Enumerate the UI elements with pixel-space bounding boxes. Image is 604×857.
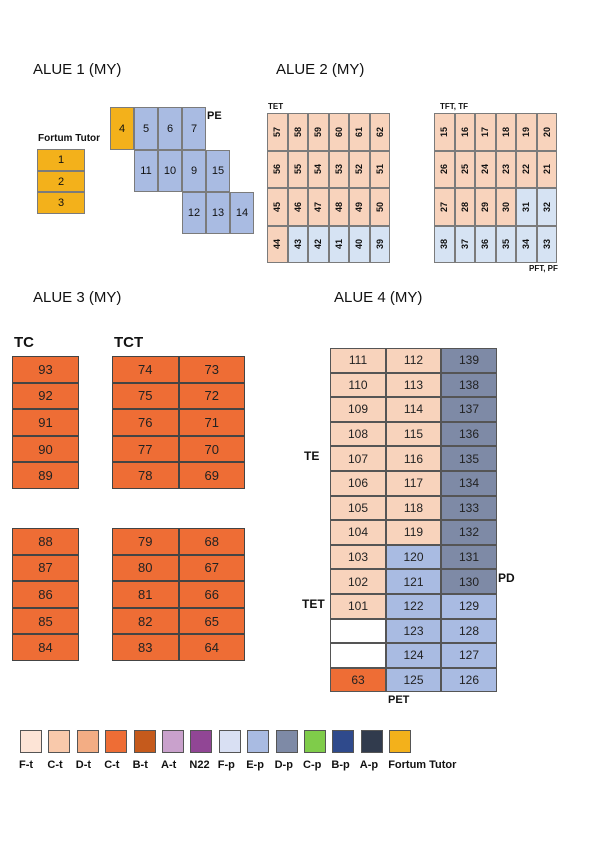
- alue2-cell-label: 16: [459, 126, 470, 137]
- alue2-cell: [475, 188, 496, 226]
- alue4-cell: 116: [386, 446, 441, 471]
- alue2-tet-label: TET: [268, 102, 284, 111]
- alue4-cell: 121: [386, 569, 441, 594]
- alue2-cell: [370, 151, 391, 189]
- alue2-cell-label: 38: [439, 239, 450, 250]
- alue2-cell: [475, 151, 496, 189]
- alue2-cell-label: 60: [333, 126, 344, 137]
- alue4-cell: 139: [441, 348, 497, 373]
- alue2-cell-label: 59: [313, 126, 324, 137]
- alue2-cell-label: 43: [292, 239, 303, 250]
- alue3-cell: 79: [112, 528, 179, 555]
- legend-label: D-t: [75, 759, 92, 771]
- alue2-cell: [308, 226, 329, 264]
- alue1-cell: 12: [182, 192, 206, 234]
- alue2-cell-label: 48: [333, 201, 344, 212]
- alue2-cell: [516, 113, 537, 151]
- alue2-cell-label: 57: [272, 126, 283, 137]
- alue2-cell-label: 53: [333, 164, 344, 175]
- alue2-cell-label: 45: [272, 201, 283, 212]
- alue2-cell: [329, 113, 350, 151]
- alue3-cell: 75: [112, 383, 179, 410]
- alue2-cell: [496, 151, 517, 189]
- alue3-cell: 86: [12, 581, 79, 608]
- alue2-cell: [475, 113, 496, 151]
- alue2-cell: [496, 113, 517, 151]
- alue1-cell: 6: [158, 107, 182, 150]
- alue4-cell: 123: [386, 619, 441, 644]
- alue2-cell-label: 24: [480, 164, 491, 175]
- alue4-cell: 114: [386, 397, 441, 422]
- alue4-cell: 120: [386, 545, 441, 570]
- legend-swatch: [361, 730, 383, 753]
- alue3-cell: 82: [112, 608, 179, 635]
- alue2-cell: [349, 151, 370, 189]
- alue2-cell-label: 27: [439, 201, 450, 212]
- alue2-cell: [329, 226, 350, 264]
- alue4-cell: 138: [441, 373, 497, 398]
- legend-label: C-p: [303, 759, 322, 771]
- legend-swatch: [20, 730, 42, 753]
- legend-swatch: [48, 730, 70, 753]
- alue4-te-label: TE: [304, 449, 320, 463]
- alue4-cell: 107: [330, 446, 386, 471]
- legend-label: Fortum Tutor: [388, 759, 457, 771]
- alue2-cell: [455, 226, 476, 264]
- alue2-cell-label: 17: [480, 126, 491, 137]
- alue4-cell: 106: [330, 471, 386, 496]
- alue2-cell: [267, 226, 288, 264]
- alue2-cell: [516, 151, 537, 189]
- alue2-cell-label: 50: [374, 201, 385, 212]
- alue4-cell: 103: [330, 545, 386, 570]
- legend-swatch: [304, 730, 326, 753]
- alue3-cell: 65: [179, 608, 246, 635]
- alue4-cell: 101: [330, 594, 386, 619]
- alue4-pet-label: PET: [388, 694, 410, 706]
- alue1-cell: 13: [206, 192, 230, 234]
- alue2-cell: [434, 113, 455, 151]
- legend-swatch: [247, 730, 269, 753]
- alue4-cell: 63: [330, 668, 386, 693]
- alue2-cell: [370, 226, 391, 264]
- alue2-cell: [288, 151, 309, 189]
- alue2-cell: [434, 226, 455, 264]
- alue4-cell: 110: [330, 373, 386, 398]
- alue3-cell: 93: [12, 356, 79, 383]
- alue2-cell: [537, 188, 558, 226]
- alue4-pd-label: PD: [498, 571, 515, 585]
- alue2-cell-label: 39: [374, 239, 385, 250]
- legend-swatch: [389, 730, 411, 753]
- alue2-cell-label: 46: [292, 201, 303, 212]
- alue3-cell: 87: [12, 555, 79, 582]
- alue3-cell: 90: [12, 436, 79, 463]
- alue3-tct-label: TCT: [114, 334, 144, 351]
- legend-label: D-p: [274, 759, 293, 771]
- alue4-cell: 129: [441, 594, 497, 619]
- alue3-cell: 84: [12, 634, 79, 661]
- legend-swatch: [105, 730, 127, 753]
- legend-label: N22: [189, 759, 210, 771]
- alue3-cell: 66: [179, 581, 246, 608]
- alue3-cell: 71: [179, 409, 246, 436]
- alue1-cell: 9: [182, 150, 206, 192]
- alue4-cell: 128: [441, 619, 497, 644]
- alue1-cell: 7: [182, 107, 206, 150]
- alue2-cell-label: 51: [374, 164, 385, 175]
- alue2-cell: [434, 151, 455, 189]
- alue2-cell: [434, 188, 455, 226]
- alue3-title: ALUE 3 (MY): [33, 289, 122, 306]
- alue3-cell: 91: [12, 409, 79, 436]
- alue2-cell: [308, 151, 329, 189]
- alue4-cell: 104: [330, 520, 386, 545]
- alue3-cell: 70: [179, 436, 246, 463]
- alue4-cell: 119: [386, 520, 441, 545]
- alue4-cell: 133: [441, 496, 497, 521]
- alue1-cell: 4: [110, 107, 134, 150]
- alue2-cell-label: 54: [313, 164, 324, 175]
- alue3-cell: 92: [12, 383, 79, 410]
- alue2-cell: [267, 113, 288, 151]
- alue2-cell: [370, 188, 391, 226]
- legend-swatch: [134, 730, 156, 753]
- legend-label: A-p: [359, 759, 379, 771]
- legend-label: F-t: [19, 759, 34, 771]
- alue2-cell-label: 19: [521, 126, 532, 137]
- alue2-cell: [267, 188, 288, 226]
- alue2-cell: [349, 113, 370, 151]
- alue2-cell-label: 56: [272, 164, 283, 175]
- alue4-title: ALUE 4 (MY): [334, 289, 423, 306]
- alue2-cell: [496, 226, 517, 264]
- alue2-cell: [267, 151, 288, 189]
- legend-label: C-t: [104, 759, 120, 771]
- alue4-cell: 130: [441, 569, 497, 594]
- alue2-cell: [329, 151, 350, 189]
- alue2-cell-label: 28: [459, 201, 470, 212]
- alue2-cell-label: 35: [500, 239, 511, 250]
- alue2-cell-label: 62: [374, 126, 385, 137]
- alue2-cell: [349, 188, 370, 226]
- alue2-cell-label: 55: [292, 164, 303, 175]
- alue2-cell-label: 22: [521, 164, 532, 175]
- alue2-cell-label: 32: [541, 201, 552, 212]
- alue4-cell: 132: [441, 520, 497, 545]
- alue2-pft-label: PFT, PF: [529, 264, 558, 273]
- alue2-cell-label: 26: [439, 164, 450, 175]
- alue4-cell: 127: [441, 643, 497, 668]
- alue1-cell: 5: [134, 107, 158, 150]
- alue4-cell: [330, 643, 386, 668]
- alue2-cell-label: 15: [439, 126, 450, 137]
- alue3-cell: 73: [179, 356, 246, 383]
- alue2-cell: [496, 188, 517, 226]
- legend-label: B-p: [331, 759, 350, 771]
- alue2-cell: [308, 113, 329, 151]
- alue2-cell: [455, 151, 476, 189]
- legend-swatch: [276, 730, 298, 753]
- alue2-cell: [516, 188, 537, 226]
- alue1-cell: 10: [158, 150, 182, 192]
- alue4-cell: [330, 619, 386, 644]
- alue2-cell-label: 25: [459, 164, 470, 175]
- alue4-cell: 131: [441, 545, 497, 570]
- alue4-cell: 118: [386, 496, 441, 521]
- alue4-cell: 136: [441, 422, 497, 447]
- alue4-cell: 108: [330, 422, 386, 447]
- alue3-cell: 85: [12, 608, 79, 635]
- alue4-cell: 137: [441, 397, 497, 422]
- alue4-cell: 102: [330, 569, 386, 594]
- alue1-title: ALUE 1 (MY): [33, 61, 122, 78]
- alue3-cell: 76: [112, 409, 179, 436]
- alue2-cell-label: 61: [354, 126, 365, 137]
- alue1-cell: 11: [134, 150, 158, 192]
- alue2-cell: [537, 226, 558, 264]
- alue3-cell: 78: [112, 462, 179, 489]
- alue3-cell: 77: [112, 436, 179, 463]
- alue2-cell-label: 23: [500, 164, 511, 175]
- legend-swatch: [162, 730, 184, 753]
- alue2-cell-label: 47: [313, 201, 324, 212]
- alue4-cell: 122: [386, 594, 441, 619]
- alue2-cell-label: 52: [354, 164, 365, 175]
- alue3-cell: 68: [179, 528, 246, 555]
- alue2-cell-label: 31: [521, 201, 532, 212]
- alue2-cell-label: 41: [333, 239, 344, 250]
- alue2-cell-label: 44: [272, 239, 283, 250]
- legend-label: C-t: [47, 759, 63, 771]
- legend-swatch: [190, 730, 212, 753]
- alue2-cell-label: 34: [521, 239, 532, 250]
- alue2-cell: [455, 113, 476, 151]
- alue2-cell: [516, 226, 537, 264]
- alue4-cell: 117: [386, 471, 441, 496]
- alue4-cell: 109: [330, 397, 386, 422]
- alue2-cell: [349, 226, 370, 264]
- alue4-cell: 113: [386, 373, 441, 398]
- legend-label: A-t: [161, 759, 177, 771]
- alue4-cell: 112: [386, 348, 441, 373]
- alue1-cell: 14: [230, 192, 254, 234]
- alue2-cell-label: 40: [354, 239, 365, 250]
- alue2-cell-label: 20: [541, 126, 552, 137]
- alue4-cell: 105: [330, 496, 386, 521]
- alue1-cell: 1: [37, 149, 85, 171]
- alue4-cell: 126: [441, 668, 497, 693]
- alue2-cell-label: 21: [541, 164, 552, 175]
- alue2-cell-label: 49: [354, 201, 365, 212]
- alue4-cell: 134: [441, 471, 497, 496]
- alue4-cell: 135: [441, 446, 497, 471]
- legend-swatch: [77, 730, 99, 753]
- legend-label: E-p: [246, 759, 264, 771]
- alue4-cell: 115: [386, 422, 441, 447]
- alue2-cell: [537, 151, 558, 189]
- alue4-cell: 124: [386, 643, 441, 668]
- alue1-cell: 15: [206, 150, 230, 192]
- alue2-cell: [288, 188, 309, 226]
- alue4-cell: 125: [386, 668, 441, 693]
- alue2-cell: [288, 113, 309, 151]
- alue1-cell: 3: [37, 192, 85, 214]
- alue2-cell-label: 33: [541, 239, 552, 250]
- alue3-cell: 81: [112, 581, 179, 608]
- legend-label: F-p: [217, 759, 235, 771]
- alue4-cell: 111: [330, 348, 386, 373]
- alue2-cell-label: 29: [480, 201, 491, 212]
- alue2-cell: [537, 113, 558, 151]
- alue1-cell: 2: [37, 171, 85, 193]
- alue3-cell: 88: [12, 528, 79, 555]
- alue2-cell-label: 30: [500, 201, 511, 212]
- alue2-cell-label: 42: [313, 239, 324, 250]
- legend-label: B-t: [132, 759, 148, 771]
- alue2-cell: [370, 113, 391, 151]
- alue2-title: ALUE 2 (MY): [276, 61, 365, 78]
- alue3-cell: 72: [179, 383, 246, 410]
- alue2-cell: [455, 188, 476, 226]
- alue2-cell-label: 36: [480, 239, 491, 250]
- alue1-pe-label: PE: [207, 110, 222, 122]
- legend-swatch: [219, 730, 241, 753]
- alue2-cell-label: 37: [459, 239, 470, 250]
- alue3-cell: 69: [179, 462, 246, 489]
- alue2-cell-label: 18: [500, 126, 511, 137]
- alue2-tft-label: TFT, TF: [440, 102, 468, 111]
- alue3-tc-label: TC: [14, 334, 34, 351]
- legend-swatch: [332, 730, 354, 753]
- alue2-cell-label: 58: [292, 126, 303, 137]
- alue2-cell: [475, 226, 496, 264]
- alue3-cell: 67: [179, 555, 246, 582]
- alue3-cell: 80: [112, 555, 179, 582]
- alue2-cell: [308, 188, 329, 226]
- alue3-cell: 74: [112, 356, 179, 383]
- alue2-cell: [288, 226, 309, 264]
- alue3-cell: 64: [179, 634, 246, 661]
- alue4-tet-label: TET: [302, 597, 325, 611]
- alue2-cell: [329, 188, 350, 226]
- alue3-cell: 89: [12, 462, 79, 489]
- alue1-fortum-label: Fortum Tutor: [38, 133, 101, 144]
- alue3-cell: 83: [112, 634, 179, 661]
